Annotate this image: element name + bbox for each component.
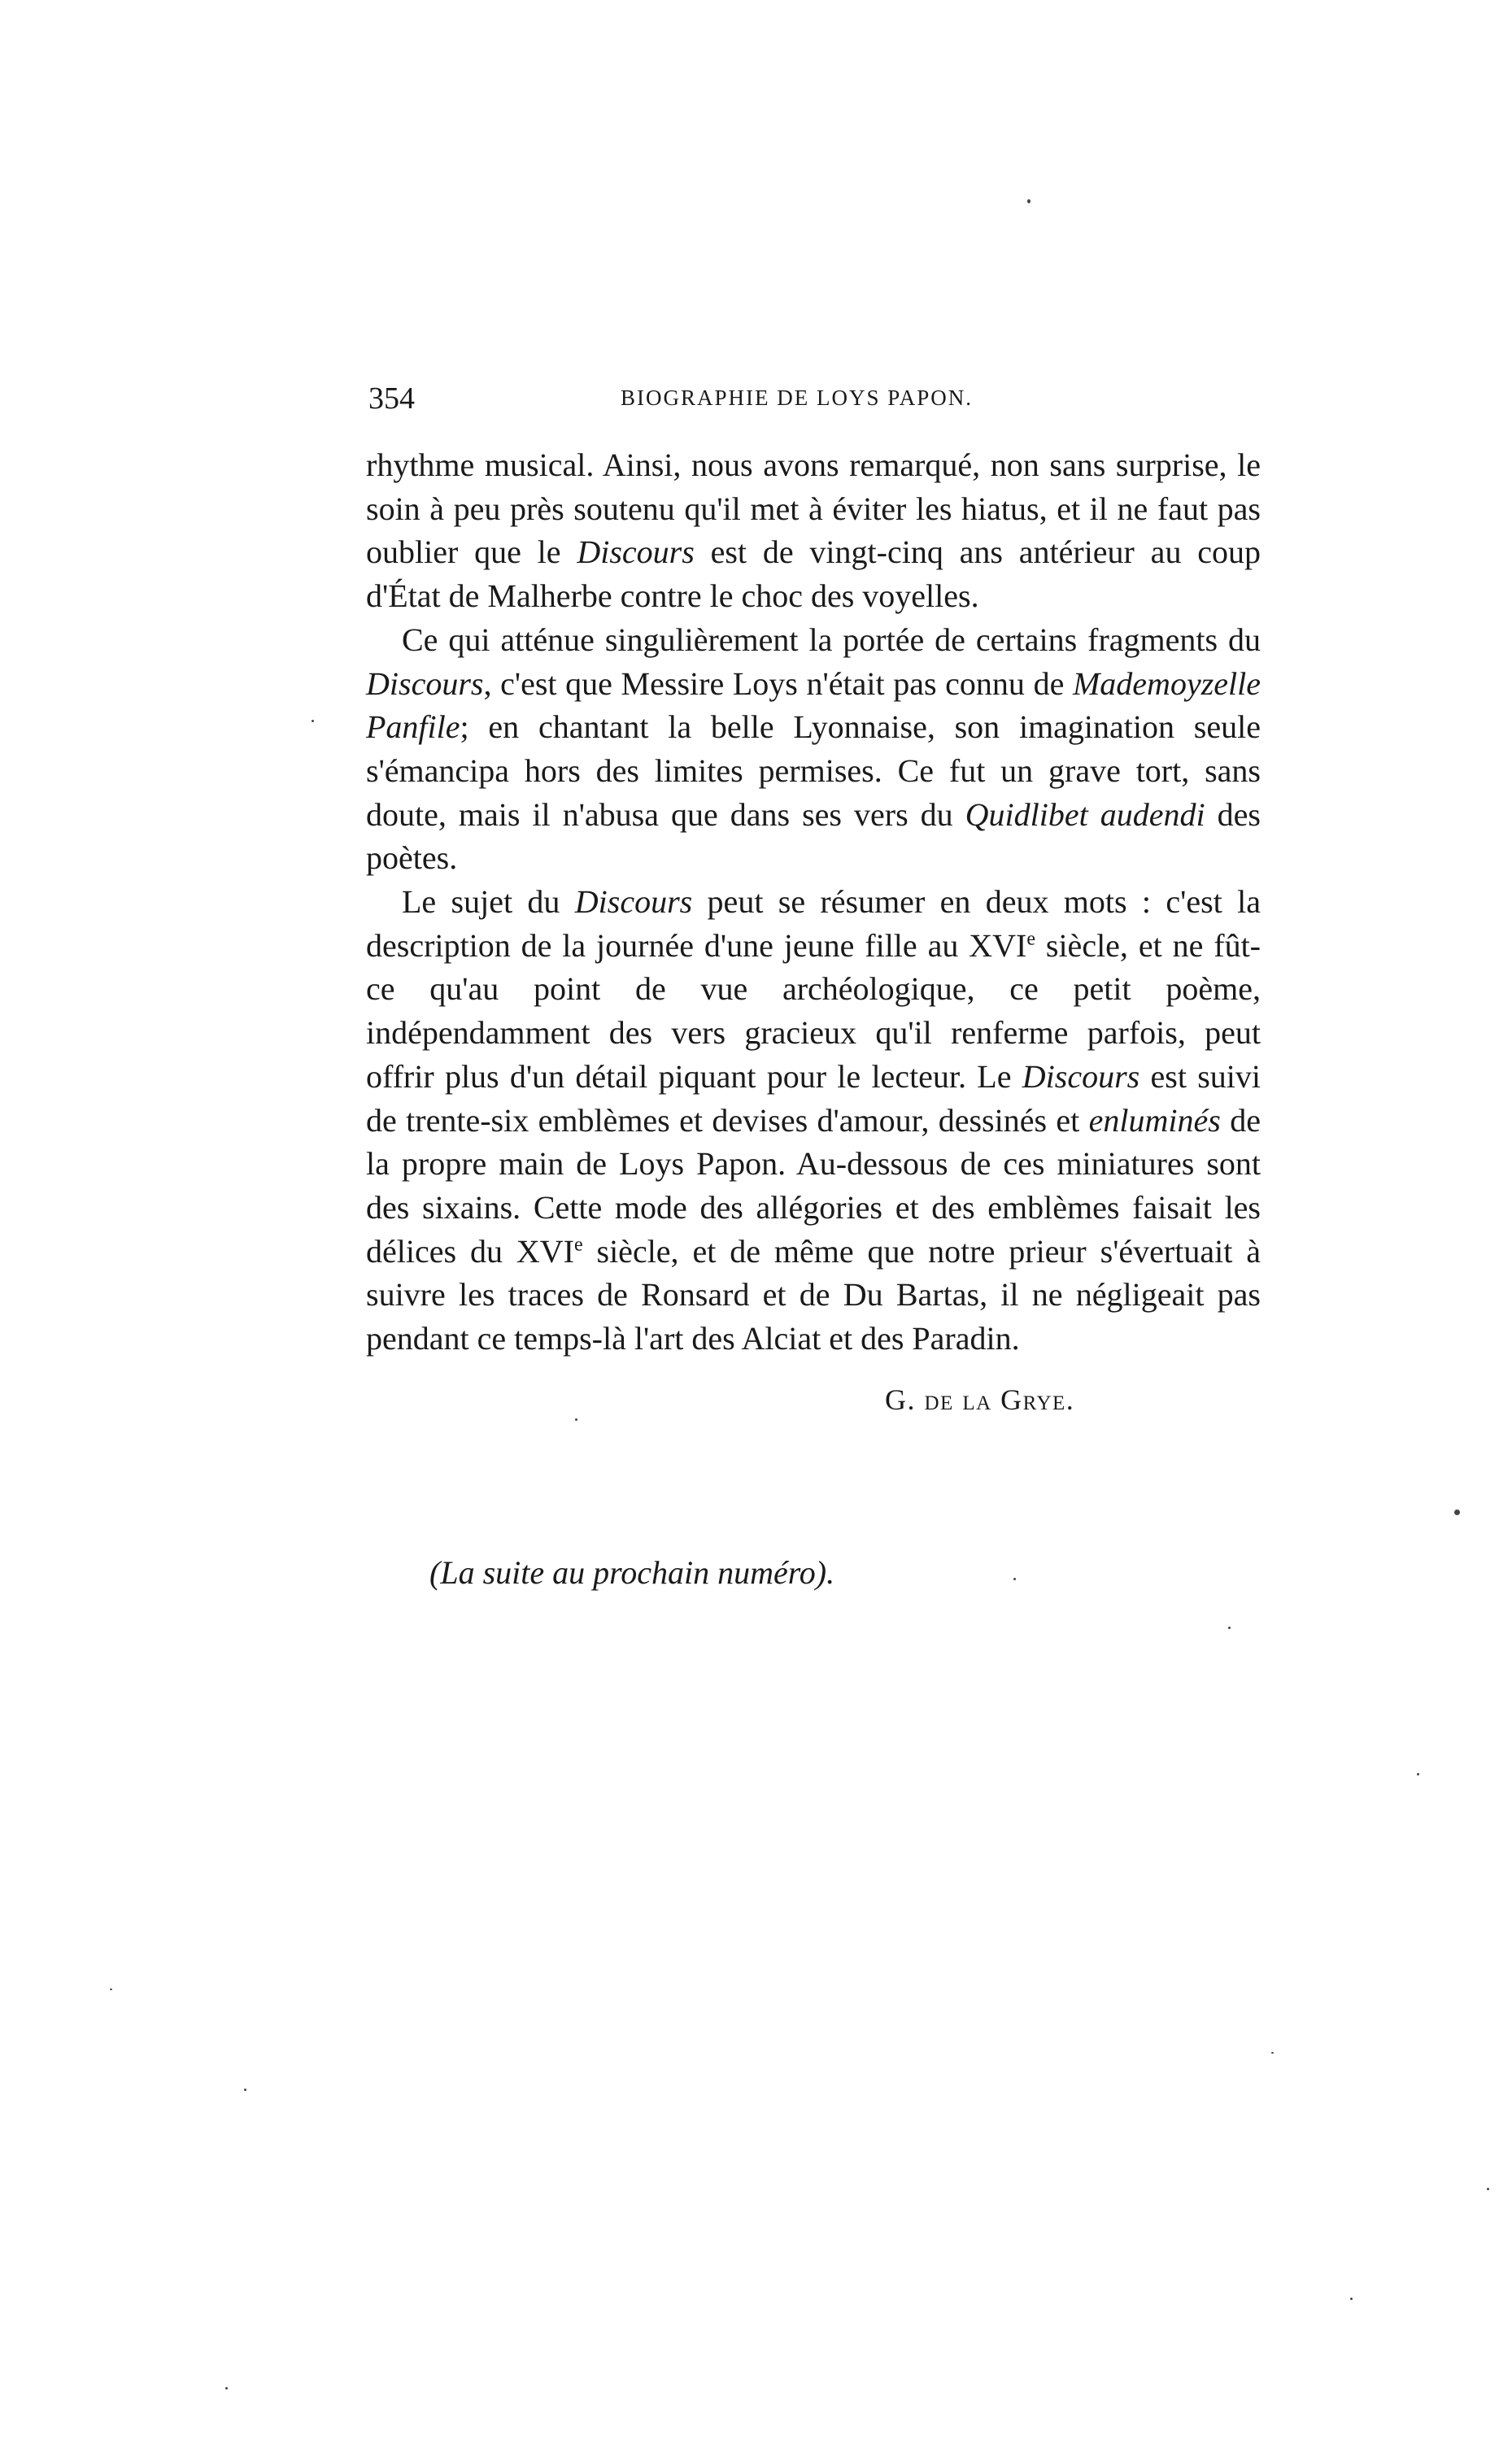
article-body xyxy=(366,443,1261,1361)
paragraph-2-text-a: Ce qui atténue singulièrement la portée de certains fragments du xyxy=(402,621,1261,658)
superscript: e xyxy=(573,1234,583,1256)
superscript: e xyxy=(1026,928,1035,950)
scan-speck xyxy=(110,1989,112,1990)
paragraph-3-text-a: Le sujet du xyxy=(402,883,575,921)
paragraph-1-text-b: est de vingt-cinq ans antérieur au coup d'État de Malherbe contre le choc des voyelles. xyxy=(366,534,1261,615)
paragraph-2-text-c: ; en chantant la belle Lyonnaise, son imagination seule s'émancipa hors des limites permises. Ce fut un grave tort, sans doute, mais il n'abusa que dans ses vers du xyxy=(366,708,1261,833)
scan-speck xyxy=(575,1418,577,1421)
continuation-note: (La suite au prochain numéro). xyxy=(429,1554,835,1591)
scan-speck xyxy=(1013,1578,1016,1580)
italic-term: Discours xyxy=(366,664,484,702)
paragraph-3-text-f: siècle, et de même que notre prieur s'évertuait à suivre les traces de Ronsard et de Du Bartas, il ne négligeait pas pendant ce temps-là l'art des Alciat et des Paradin. xyxy=(366,1232,1261,1357)
running-head xyxy=(368,381,1263,421)
paragraph-1-text-a: rhythme musical. Ainsi, nous avons remarqué, non sans surprise, le soin à peu près soutenu qu'il met à éviter les hiatus, et il ne faut pas oublier que le xyxy=(366,447,1261,571)
paragraph-2-text-b: , c'est que Messire Loys n'était pas connu de xyxy=(483,664,1073,702)
italic-term: Discours xyxy=(574,883,693,921)
author-signature: G. de la Grye. xyxy=(885,1383,1075,1416)
scan-speck xyxy=(1350,2298,1353,2300)
paragraph-3-text-b: peut se résumer en deux mots : c'est la description de la journée d'une jeune fille au XVI xyxy=(366,883,1261,964)
paragraph-3-text-c: siècle, et ne fût-ce qu'au point de vue archéologique, ce petit poème, indépendamment des vers gracieux qu'il renferme parfois, peut offrir plus d'un détail piquant pour le lecteur. Le xyxy=(366,926,1261,1095)
italic-term: enluminés xyxy=(1088,1101,1221,1139)
paragraph-2-text-d: des poètes. xyxy=(366,795,1261,877)
page-number: 354 xyxy=(368,381,415,416)
scan-speck xyxy=(225,2387,228,2390)
italic-term: Discours xyxy=(1022,1057,1140,1095)
paragraph-3 xyxy=(366,880,1261,1361)
scan-speck xyxy=(1487,2188,1489,2190)
running-title: BIOGRAPHIE DE LOYS PAPON. xyxy=(621,386,974,410)
paragraph-3-text-d: est suivi de trente-six emblèmes et devises d'amour, dessinés et xyxy=(366,1057,1261,1139)
italic-term: Discours xyxy=(577,534,695,571)
scan-speck xyxy=(1027,199,1031,203)
scan-speck xyxy=(1417,1773,1419,1775)
scan-speck xyxy=(1454,1510,1460,1515)
italic-term: Quidlibet audendi xyxy=(965,795,1205,833)
paragraph-1 xyxy=(366,443,1261,618)
scan-speck xyxy=(312,720,314,722)
scan-speck xyxy=(1228,1627,1231,1629)
scan-speck xyxy=(244,2089,246,2091)
paragraph-2 xyxy=(366,618,1261,880)
italic-term: Mademoyzelle Panfile xyxy=(366,664,1261,746)
scan-speck xyxy=(1271,2052,1274,2054)
paragraph-3-text-e: de la propre main de Loys Papon. Au-dessous de ces miniatures sont des sixains. Cette mode des allégories et des emblèmes faisait les délices du XVI xyxy=(366,1101,1261,1270)
